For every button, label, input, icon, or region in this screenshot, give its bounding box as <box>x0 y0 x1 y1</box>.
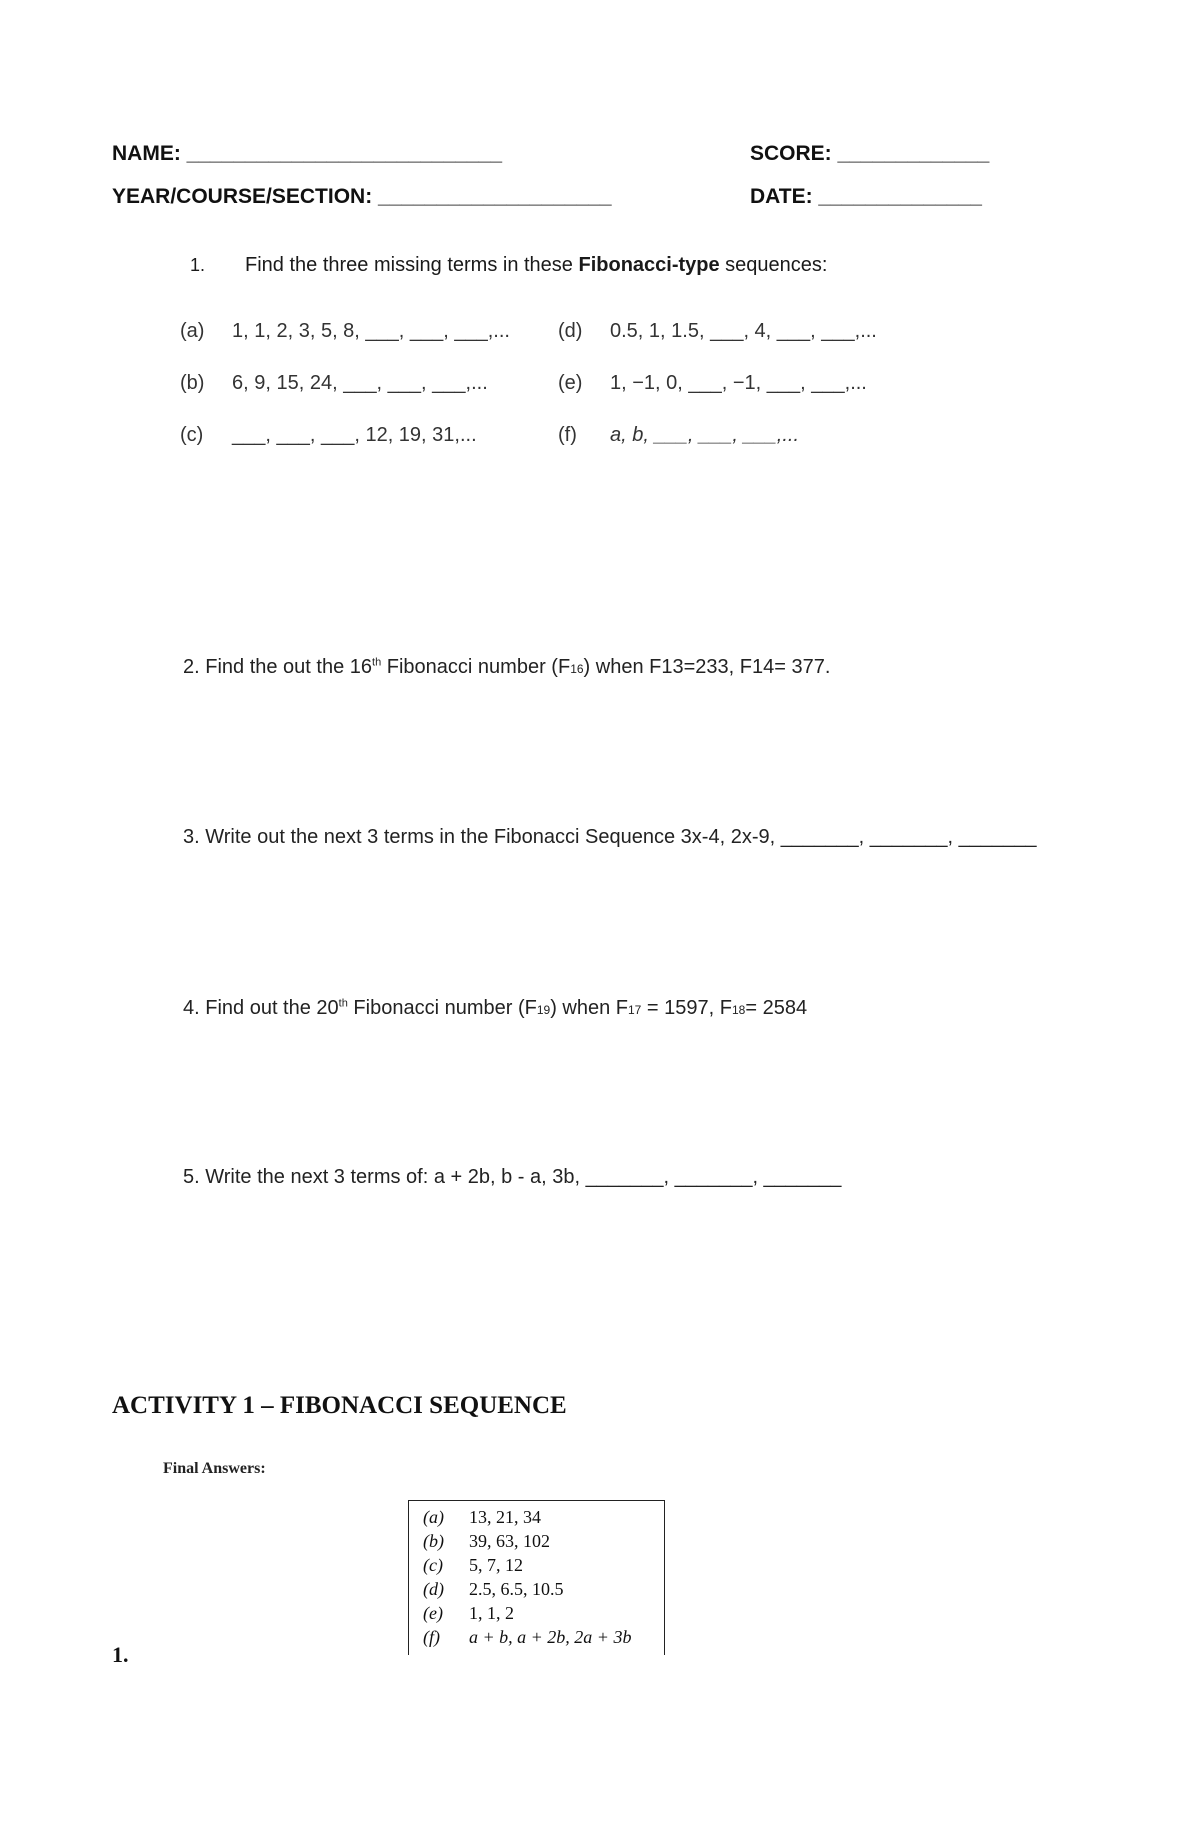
sequence-item-e <box>558 372 867 395</box>
question-4-text: Fibonacci number (F <box>347 997 537 1019</box>
answer-label: (b) <box>423 1531 444 1551</box>
question-4 <box>183 997 807 1020</box>
answer-label: (d) <box>423 1579 444 1599</box>
answer-label: (a) <box>423 1507 444 1527</box>
score-field: SCORE: _____________ <box>750 142 990 165</box>
sequence-item-f <box>558 424 799 447</box>
sequence-label: (e) <box>558 372 583 394</box>
sequence-label: (d) <box>558 320 583 342</box>
question-1-text-b: sequences: <box>719 254 828 276</box>
question-4-text: = 2584 <box>745 997 808 1019</box>
sequence-text: 0.5, 1, 1.5, ___, 4, ___, ___,... <box>610 320 877 342</box>
sequence-item-b <box>180 372 488 395</box>
question-2 <box>183 656 830 679</box>
sequence-label: (f) <box>558 424 577 446</box>
question-4-text: 4. Find out the 20 <box>183 997 339 1019</box>
question-1-prompt <box>190 254 827 277</box>
activity-number: 1. <box>112 1642 129 1667</box>
sequence-item-d <box>558 320 877 343</box>
activity-title: ACTIVITY 1 – FIBONACCI SEQUENCE <box>112 1392 567 1419</box>
answer-value: a + b, a + 2b, 2a + 3b <box>469 1627 632 1647</box>
question-2-text: ) when F13=233, F14= 377. <box>583 656 831 678</box>
answer-row <box>423 1577 664 1601</box>
sequence-label: (a) <box>180 320 205 342</box>
question-2-text: 2. Find the out the 16 <box>183 656 373 678</box>
answer-label: (c) <box>423 1555 443 1575</box>
question-1-number: 1. <box>190 255 206 275</box>
question-4-text: = 1597, F <box>641 997 732 1019</box>
superscript: th <box>338 997 348 1010</box>
answer-label: (e) <box>423 1603 443 1623</box>
sequence-text: 1, 1, 2, 3, 5, 8, ___, ___, ___,... <box>232 320 510 342</box>
subscript: 18 <box>731 1003 746 1017</box>
final-answers-label: Final Answers: <box>163 1460 266 1477</box>
sequence-item-a <box>180 320 510 343</box>
sequence-text: a, b, ___, ___, ___,... <box>610 424 800 446</box>
answer-row <box>423 1625 664 1649</box>
answer-row <box>423 1505 664 1529</box>
sequence-text: 6, 9, 15, 24, ___, ___, ___,... <box>232 372 488 394</box>
date-field: DATE: ______________ <box>750 185 982 208</box>
answer-value: 13, 21, 34 <box>469 1507 541 1527</box>
sequence-text: ___, ___, ___, 12, 19, 31,... <box>232 424 477 446</box>
sequence-item-c <box>180 424 477 447</box>
subscript: 17 <box>628 1003 642 1017</box>
question-3: 3. Write out the next 3 terms in the Fibonacci Sequence 3x-4, 2x-9, _______, _______, _______ <box>183 826 1037 848</box>
answer-box <box>408 1500 665 1655</box>
name-field: NAME: ___________________________ <box>112 142 502 165</box>
answer-value: 2.5, 6.5, 10.5 <box>469 1579 564 1599</box>
sequence-label: (b) <box>180 372 205 394</box>
section-field: YEAR/COURSE/SECTION: ____________________ <box>112 185 612 208</box>
question-1-text-bold: Fibonacci-type <box>578 254 720 276</box>
answer-value: 5, 7, 12 <box>469 1555 523 1575</box>
question-2-text: Fibonacci number (F <box>381 656 571 678</box>
answer-row <box>423 1529 664 1553</box>
answer-value: 1, 1, 2 <box>469 1603 514 1623</box>
superscript: th <box>372 656 382 669</box>
answer-label: (f) <box>423 1627 440 1647</box>
subscript: 19 <box>536 1003 551 1017</box>
question-1-text-a: Find the three missing terms in these <box>245 254 579 276</box>
question-4-text: ) when F <box>550 997 628 1019</box>
answer-row <box>423 1601 664 1625</box>
answer-value: 39, 63, 102 <box>469 1531 550 1551</box>
question-5: 5. Write the next 3 terms of: a + 2b, b - a, 3b, _______, _______, _______ <box>183 1166 842 1188</box>
answer-row <box>423 1553 664 1577</box>
sequence-text: 1, −1, 0, ___, −1, ___, ___,... <box>610 372 867 394</box>
sequence-label: (c) <box>180 424 204 446</box>
subscript: 16 <box>570 662 584 676</box>
